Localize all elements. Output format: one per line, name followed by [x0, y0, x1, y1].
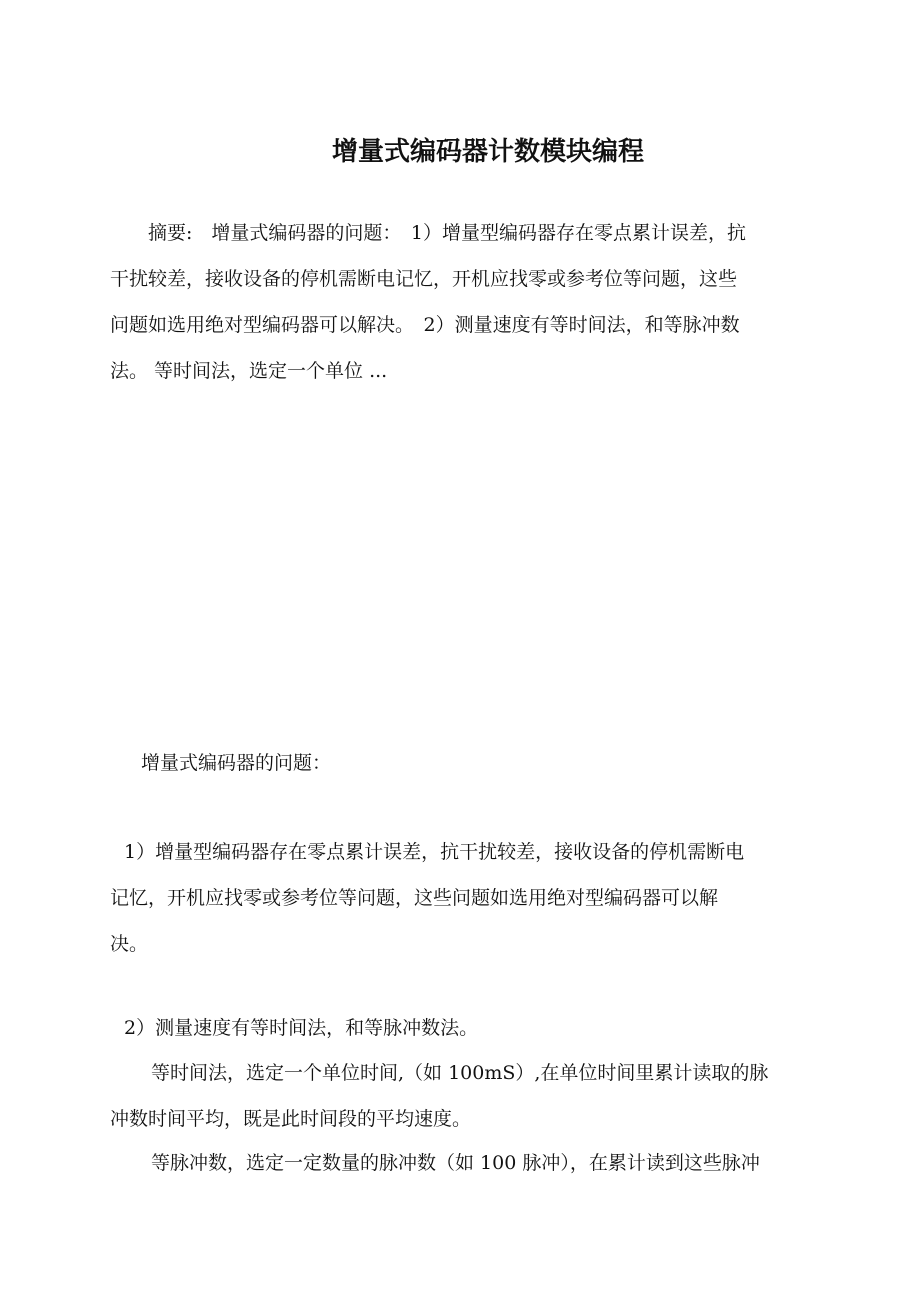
abstract-paragraph — [110, 210, 814, 394]
method-equal-time-line: 冲数时间平均，既是此时间段的平均速度。 — [110, 1108, 472, 1130]
section-heading-text: 增量式编码器的问题： — [122, 752, 332, 774]
point-1-line: 1）增量型编码器存在零点累计误差，抗干扰较差，接收设备的停机需断电 — [124, 841, 745, 863]
abstract-line: 干扰较差，接收设备的停机需断电记忆，开机应找零或参考位等问题，这些 — [110, 268, 738, 290]
method-equal-time-paragraph — [110, 1050, 814, 1142]
point-1-line: 记忆，开机应找零或参考位等问题，这些问题如选用绝对型编码器可以解 — [110, 887, 719, 909]
abstract-line: 摘要: 增量式编码器的问题： 1）增量型编码器存在零点累计误差，抗 — [110, 222, 746, 244]
point-1-line: 决。 — [110, 933, 149, 955]
abstract-line: 法。 等时间法，选定一个单位 ... — [110, 360, 388, 382]
method-equal-pulse-paragraph — [110, 1140, 814, 1186]
method-equal-pulse-line: 等脉冲数，选定一定数量的脉冲数（如 100 脉冲），在累计读到这些脉冲 — [132, 1152, 760, 1174]
section-heading — [122, 740, 826, 786]
point-1-paragraph — [110, 829, 814, 967]
document-title: 增量式编码器计数模块编程 — [331, 137, 644, 167]
point-2-paragraph — [110, 1005, 814, 1051]
method-equal-time-line: 等时间法，选定一个单位时间,（如 100mS）,在单位时间里累计读取的脉 — [132, 1062, 769, 1084]
point-2-line: 2）测量速度有等时间法，和等脉冲数法。 — [124, 1017, 479, 1039]
abstract-line: 问题如选用绝对型编码器可以解决。 2）测量速度有等时间法，和等脉冲数 — [110, 314, 740, 336]
